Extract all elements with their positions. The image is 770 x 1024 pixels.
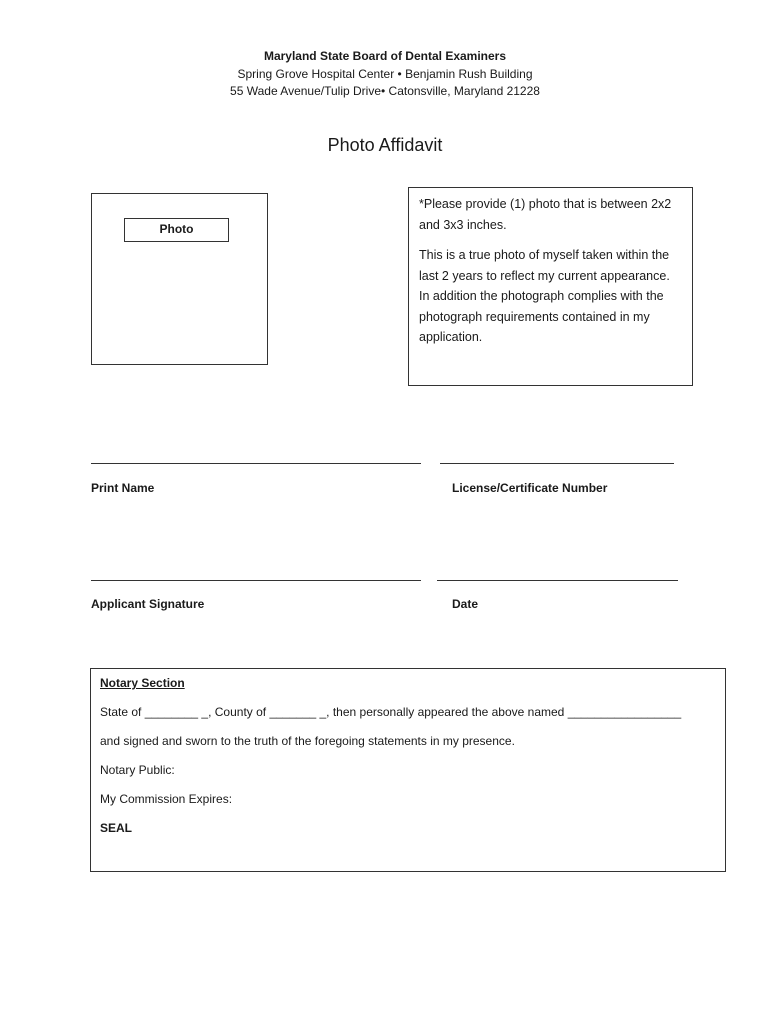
date-label: Date — [452, 597, 479, 611]
commission-expires-label: My Commission Expires: — [100, 792, 233, 806]
address-line-1: Spring Grove Hospital Center • Benjamin Rush Building — [237, 67, 533, 81]
address-line-2: 55 Wade Avenue/Tulip Drive• Catonsville, Maryland 21228 — [230, 84, 540, 98]
applicant-signature-label: Applicant Signature — [91, 597, 205, 611]
license-number-label: License/Certificate Number — [452, 481, 608, 495]
seal-label: SEAL — [100, 821, 133, 835]
print-name-label: Print Name — [91, 481, 155, 495]
notary-statement-line-1: State of ________ _, County of _______ _, then personally appeared the above named _________________ — [100, 705, 682, 719]
notary-public-label: Notary Public: — [100, 763, 175, 777]
photo-label: Photo — [124, 218, 229, 242]
notary-section — [90, 668, 726, 872]
license-number-line[interactable] — [440, 463, 674, 464]
notary-statement-line-2: and signed and sworn to the truth of the foregoing statements in my presence. — [100, 734, 515, 748]
organization-name: Maryland State Board of Dental Examiners — [263, 49, 507, 63]
applicant-signature-line[interactable] — [91, 580, 421, 581]
print-name-line[interactable] — [91, 463, 421, 464]
date-line[interactable] — [437, 580, 678, 581]
notary-heading: Notary Section — [100, 676, 185, 690]
instructions-box — [408, 187, 693, 386]
page-title: Photo Affidavit — [327, 135, 443, 155]
affidavit-statement: This is a true photo of myself taken within the last 2 years to reflect my current appearance. In addition the photograph complies with the photograph requirements contained in my application. — [419, 248, 670, 344]
photo-requirement-text: *Please provide (1) photo that is between 2x2 and 3x3 inches. — [419, 197, 672, 232]
